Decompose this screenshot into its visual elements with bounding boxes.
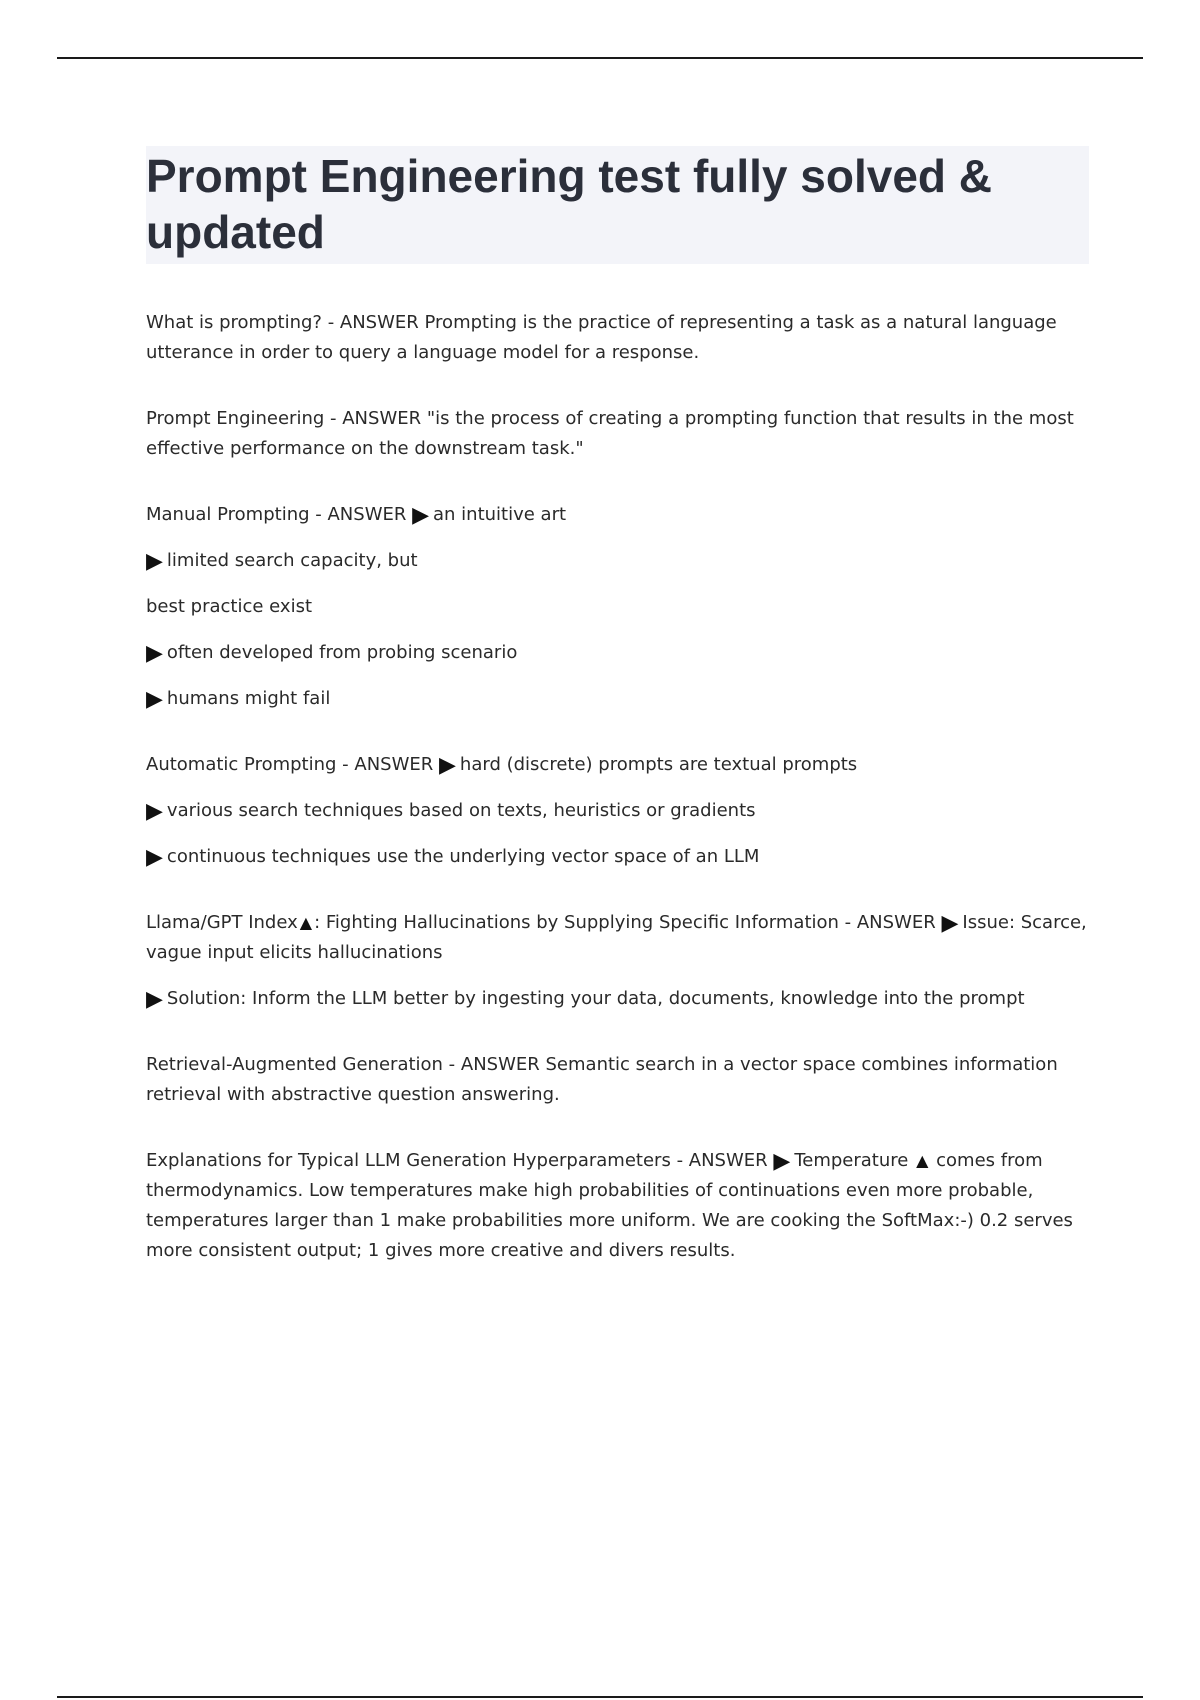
bullet-text: limited search capacity, but <box>166 550 418 571</box>
answer-text: Prompting is the practice of representing a task as a natural language utterance in order to query a language model for a response. <box>146 312 1057 363</box>
answer-text: Semantic search in a vector space combines information retrieval with abstractive question answering. <box>146 1054 1058 1105</box>
top-rule <box>57 57 1143 59</box>
qa-entry <box>146 750 1089 872</box>
bullet-text: Solution: Inform the LLM better by ingesting your data, documents, knowledge into the prompt <box>166 988 1025 1009</box>
play-arrow-icon: ▶ <box>146 845 163 870</box>
qa-line <box>146 500 1089 530</box>
bullet-line <box>146 638 1089 668</box>
bullet-text: continuous techniques use the underlying vector space of an LLM <box>166 846 760 867</box>
qa-entry <box>146 1146 1089 1266</box>
answer-text: an intuitive art <box>433 504 567 525</box>
bullet-line <box>146 684 1089 714</box>
play-arrow-icon: ▶ <box>439 753 456 778</box>
qa-line <box>146 1146 1089 1266</box>
bullet-line <box>146 842 1089 872</box>
title-banner <box>146 146 1089 264</box>
qa-line <box>146 404 1089 464</box>
answer-separator: - ANSWER <box>324 408 427 429</box>
page-title: Prompt Engineering test fully solved & updated <box>146 150 993 258</box>
triangle-up-icon: ▲ <box>299 913 313 932</box>
answer-text: Issue: Scarce, vague input elicits hallucinations <box>146 912 1087 963</box>
bottom-rule <box>57 1696 1143 1698</box>
question-text: Explanations for Typical LLM Generation Hyperparameters <box>146 1150 671 1171</box>
answer-text: Temperature <box>794 1150 909 1171</box>
play-arrow-icon: ▶ <box>146 687 163 712</box>
question-text: Retrieval-Augmented Generation <box>146 1054 443 1075</box>
qa-entry <box>146 404 1089 464</box>
answer-separator: - ANSWER <box>838 912 942 933</box>
qa-line <box>146 308 1089 368</box>
answer-text: hard (discrete) prompts are textual prompts <box>459 754 858 775</box>
text-line <box>146 592 1089 622</box>
qa-entry <box>146 308 1089 368</box>
answer-text: "is the process of creating a prompting function that results in the most effective performance on the downstream task." <box>146 408 1074 459</box>
bullet-text: best practice exist <box>146 596 313 617</box>
qa-line <box>146 1050 1089 1110</box>
question-text: Automatic Prompting <box>146 754 337 775</box>
document-body <box>146 146 1089 1302</box>
answer-separator: - ANSWER <box>336 754 439 775</box>
answer-separator: - ANSWER <box>442 1054 546 1075</box>
play-arrow-icon: ▶ <box>941 911 959 936</box>
play-arrow-icon: ▶ <box>773 1149 791 1174</box>
bullet-line <box>146 796 1089 826</box>
question-text: : Fighting Hallucinations by Supplying Specific Information <box>314 912 839 933</box>
play-arrow-icon: ▶ <box>146 987 163 1012</box>
triangle-up-icon: ▲ <box>916 1151 929 1170</box>
bullet-text: various search techniques based on texts, heuristics or gradients <box>166 800 756 821</box>
answer-separator: - ANSWER <box>321 312 425 333</box>
play-arrow-icon: ▶ <box>146 799 163 824</box>
bullet-text: humans might fail <box>166 688 331 709</box>
qa-entry <box>146 500 1089 714</box>
answer-separator: - ANSWER <box>309 504 413 525</box>
question-text: What is prompting? <box>146 312 322 333</box>
bullet-line <box>146 984 1089 1014</box>
question-text: Manual Prompting <box>146 504 310 525</box>
question-text: Prompt Engineering <box>146 408 325 429</box>
qa-line <box>146 750 1089 780</box>
qa-entry <box>146 1050 1089 1110</box>
play-arrow-icon: ▶ <box>412 503 430 528</box>
answer-separator: - ANSWER <box>670 1150 774 1171</box>
question-text: Llama/GPT Index <box>146 912 298 933</box>
bullet-text: often developed from probing scenario <box>166 642 518 663</box>
answer-text: comes from thermodynamics. Low temperatures make high probabilities of continuations even more probable, temperatures larger than 1 make probabilities more uniform. We are cooking the SoftMax:-) 0.2 serves more consistent output; 1 gives more creative and divers results. <box>146 1150 1073 1261</box>
play-arrow-icon: ▶ <box>146 549 163 574</box>
qa-entry <box>146 908 1089 1014</box>
bullet-line <box>146 546 1089 576</box>
qa-line <box>146 908 1089 968</box>
play-arrow-icon: ▶ <box>146 641 163 666</box>
